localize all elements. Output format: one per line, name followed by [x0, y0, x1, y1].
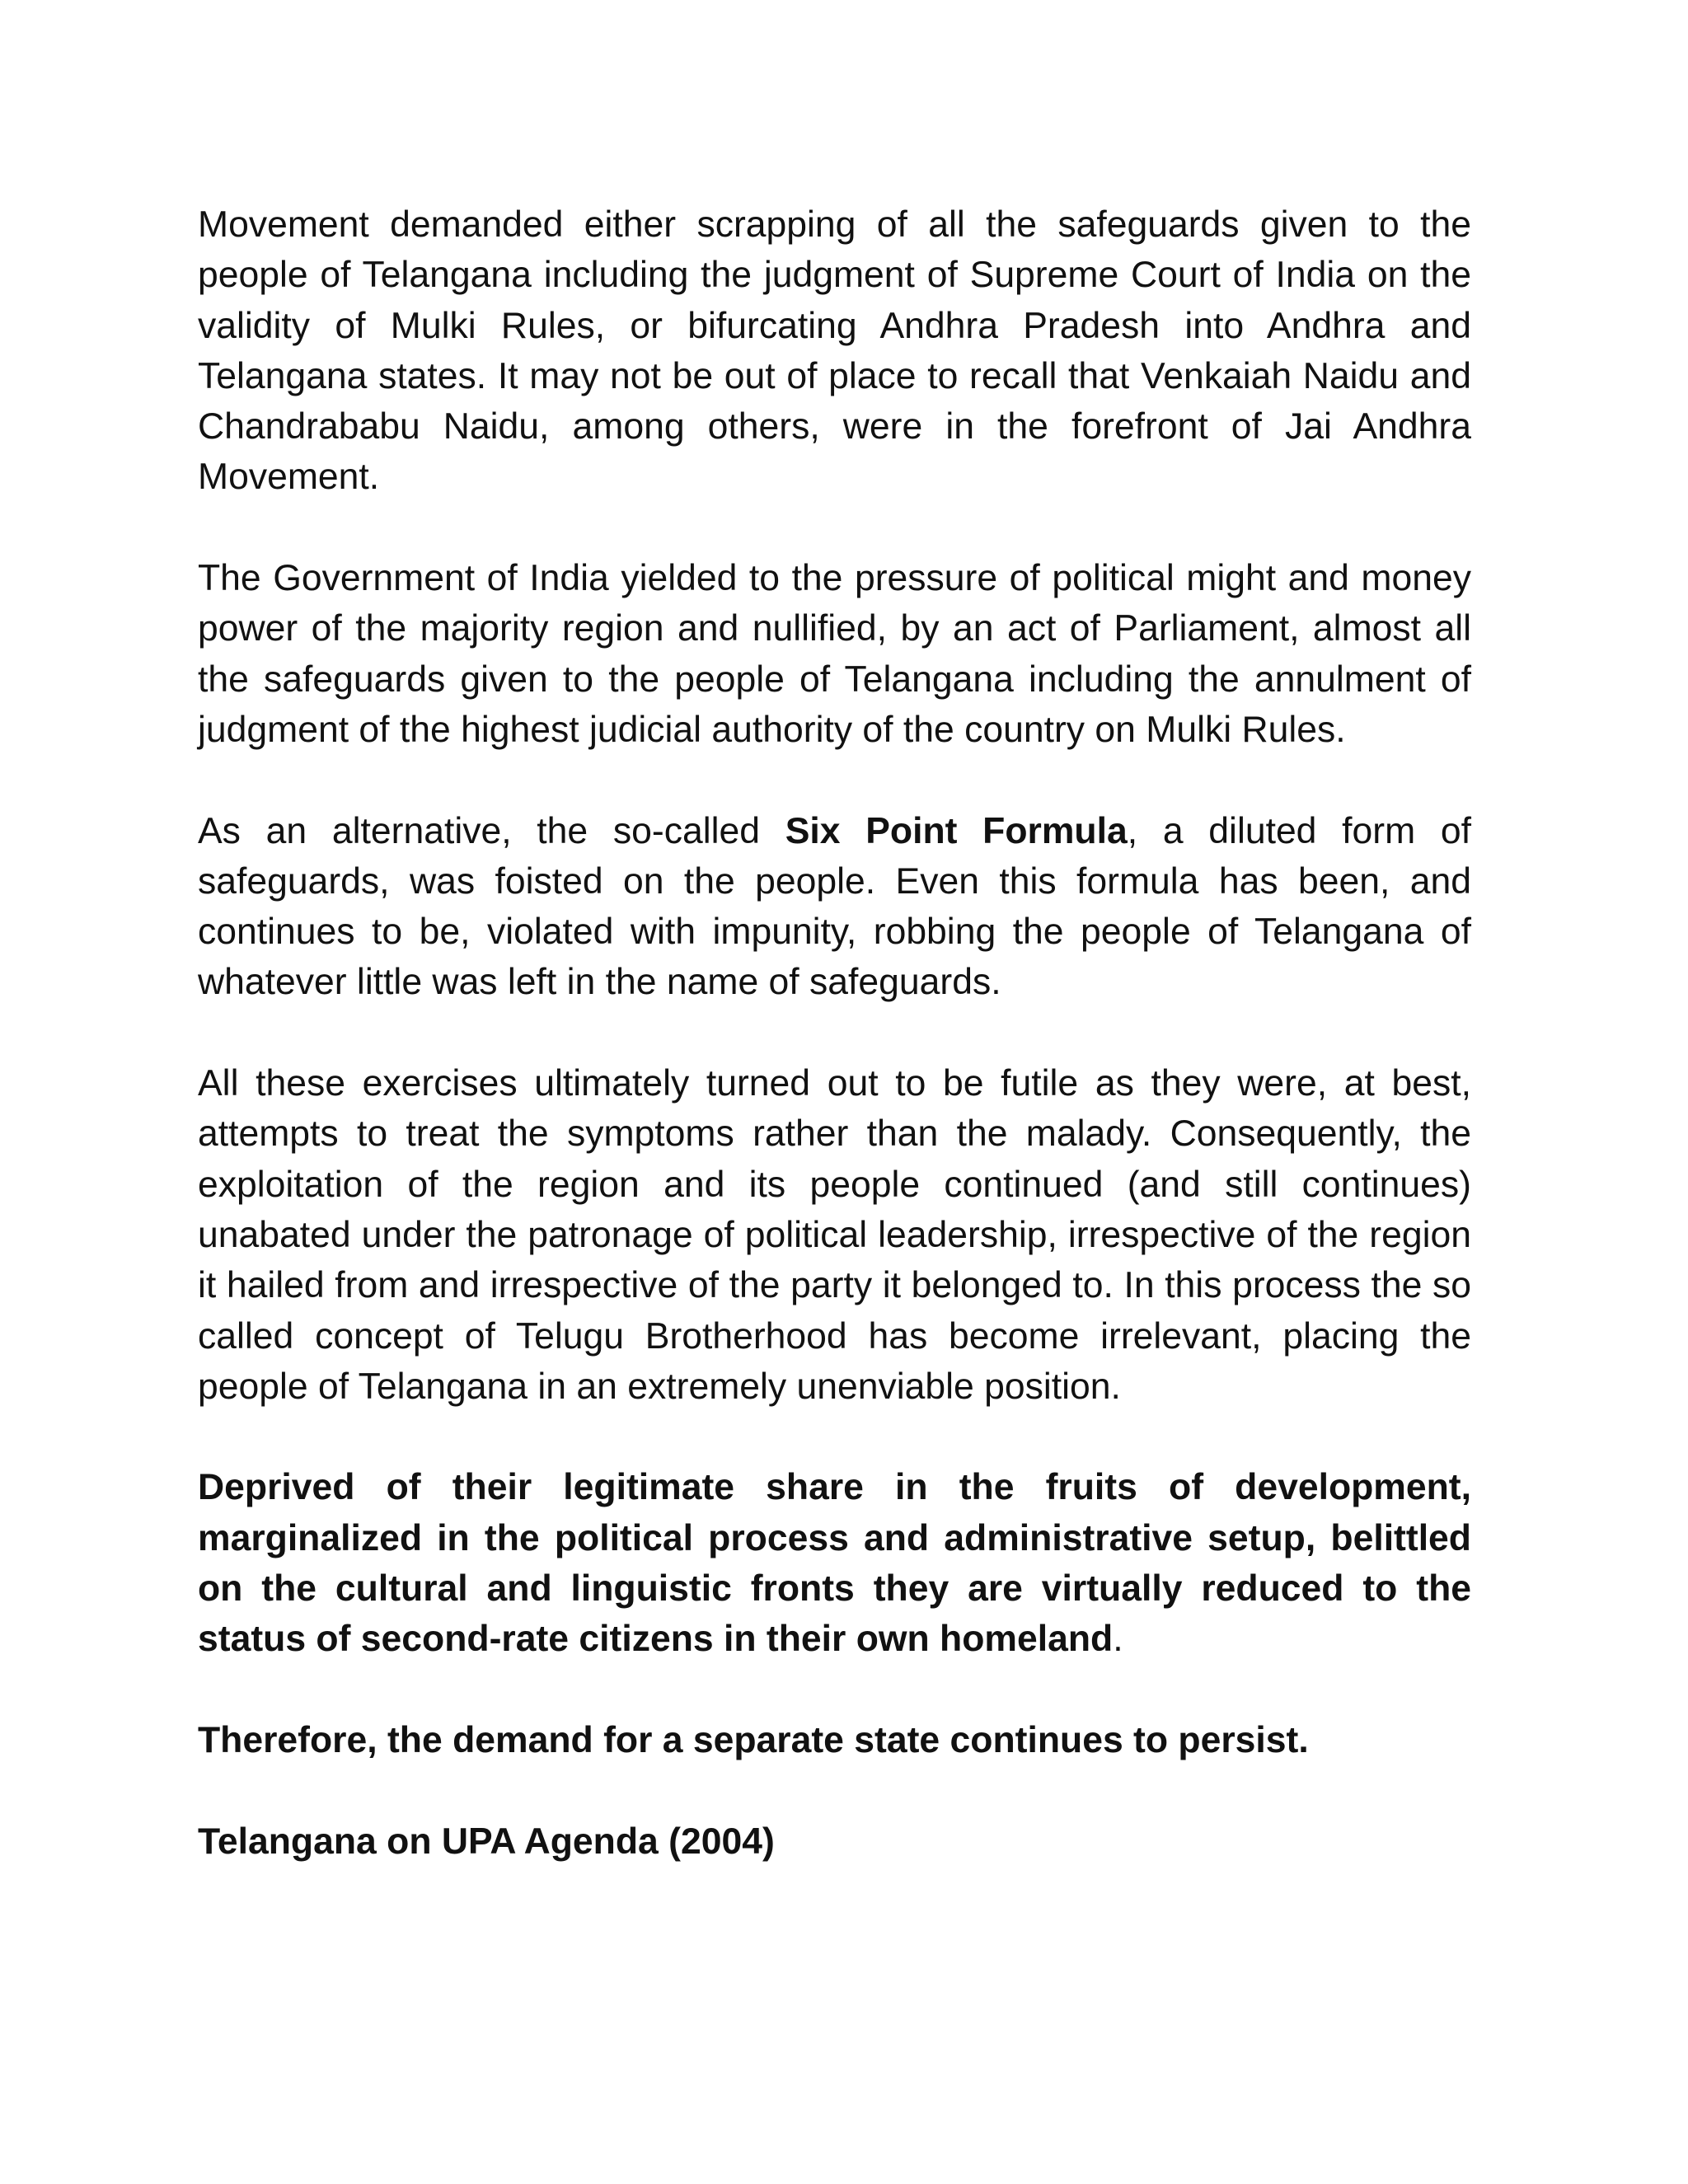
- deprived-share-period: .: [1113, 1619, 1123, 1660]
- document-page: [198, 199, 1471, 1867]
- six-point-formula-term: Six Point Formula: [785, 810, 1128, 851]
- paragraph-deprived-share: [198, 1462, 1471, 1664]
- six-point-rest-text: , a diluted form of safeguards, was foisted on the people. Even this formula has been, and continues to be, violated with impunity, robbing the people of Telangana of whatever little was left in the name of safeguards.: [198, 810, 1472, 1003]
- six-point-intro-text: As an alternative, the so-called: [198, 810, 785, 851]
- paragraph-six-point-formula: [198, 806, 1471, 1008]
- paragraph-jai-andhra-movement: Movement demanded either scrapping of all the safeguards given to the people of Telangana including the judgment of Supreme Court of India on the validity of Mulki Rules, or bifurcating Andhra Pradesh into Andhra and Telangana states. It may not be out of place to recall that Venkaiah Naidu and Chandrababu Naidu, among others, were in the forefront of Jai Andhra Movement.: [198, 204, 1471, 498]
- paragraph-separate-state-demand: Therefore, the demand for a separate state continues to persist.: [198, 1719, 1309, 1760]
- paragraph-futile-exercises: All these exercises ultimately turned out to be futile as they were, at best, attempts to treat the symptoms rather than the malady. Consequently, the exploitation of the region and its people continued (and still continues) unabated under the patronage of political leadership, irrespective of the region it hailed from and irrespective of the party it belonged to. In this process the so called concept of Telugu Brotherhood has become irrelevant, placing the people of Telangana in an extremely unenviable position.: [198, 1063, 1471, 1407]
- paragraph-government-of-india: The Government of India yielded to the pressure of political might and money power of the majority region and nullified, by an act of Parliament, almost all the safeguards given to the people of Telangana including the annulment of judgment of the highest judicial authority of the country on Mulki Rules.: [198, 558, 1471, 750]
- deprived-share-bold-text: Deprived of their legitimate share in the fruits of development, marginalized in the political process and administrative setup, belittled on the cultural and linguistic fronts they are virtually reduced to the status of second-rate citizens in their own homeland: [198, 1467, 1471, 1660]
- section-heading-upa-agenda: Telangana on UPA Agenda (2004): [198, 1821, 775, 1862]
